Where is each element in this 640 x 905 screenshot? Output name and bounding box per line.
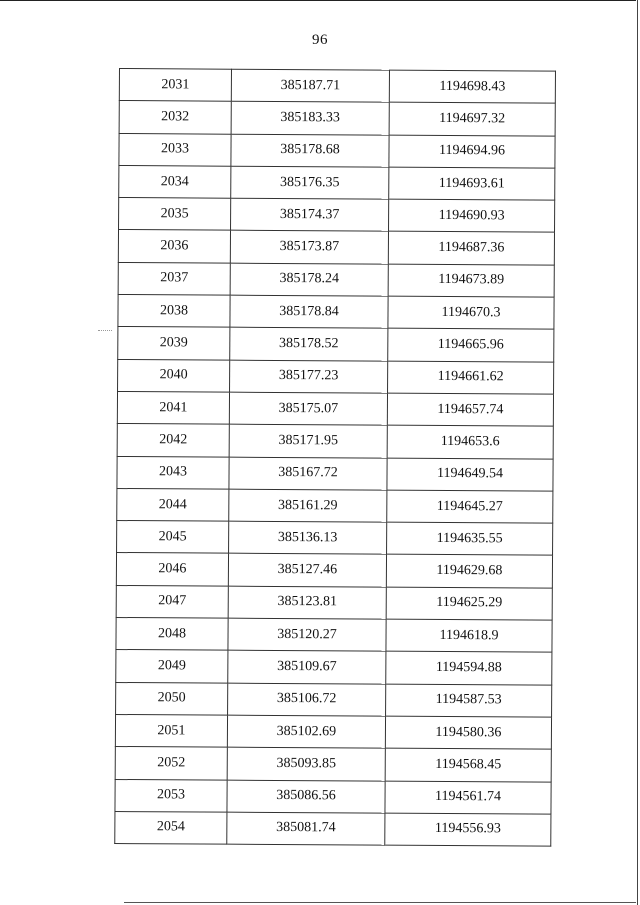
table-row: [116, 618, 552, 653]
point-id-cell: 2033: [119, 133, 231, 166]
x-coordinate-cell: 385183.33: [231, 101, 389, 134]
table-row: [118, 230, 554, 265]
point-id-cell: 2034: [119, 165, 231, 198]
point-id-cell: 2054: [115, 811, 227, 844]
x-coordinate-cell: 385178.84: [230, 295, 388, 328]
point-id-cell: 2039: [118, 327, 230, 360]
table-row: [119, 133, 555, 168]
table-row: [115, 714, 551, 749]
point-id-cell: 2053: [115, 779, 227, 812]
table-row: [119, 165, 555, 200]
table-row: [117, 521, 553, 556]
table-row: [119, 101, 555, 136]
table-row: [117, 424, 553, 459]
table-row: [118, 295, 554, 330]
point-id-cell: 2043: [117, 456, 229, 489]
table-row: [118, 327, 554, 362]
y-coordinate-cell: 1194568.45: [385, 748, 551, 781]
point-id-cell: 2046: [116, 553, 228, 586]
y-coordinate-cell: 1194561.74: [385, 781, 551, 814]
x-coordinate-cell: 385086.56: [227, 780, 385, 813]
table-row: [117, 391, 553, 426]
point-id-cell: 2049: [116, 650, 228, 683]
y-coordinate-cell: 1194629.68: [386, 555, 552, 588]
x-coordinate-cell: 385178.24: [230, 263, 388, 296]
table-row: [116, 585, 552, 620]
y-coordinate-cell: 1194687.36: [388, 232, 554, 265]
point-id-cell: 2048: [116, 618, 228, 651]
point-id-cell: 2036: [118, 230, 230, 263]
y-coordinate-cell: 1194670.3: [388, 296, 554, 329]
x-coordinate-cell: 385177.23: [230, 360, 388, 393]
x-coordinate-cell: 385081.74: [227, 812, 385, 845]
y-coordinate-cell: 1194693.61: [389, 167, 555, 200]
point-id-cell: 2051: [115, 714, 227, 747]
point-id-cell: 2032: [119, 101, 231, 134]
x-coordinate-cell: 385174.37: [231, 198, 389, 231]
table-row: [117, 488, 553, 523]
y-coordinate-cell: 1194665.96: [388, 329, 554, 362]
table-row: [115, 779, 551, 814]
coordinate-table: [114, 68, 556, 847]
x-coordinate-cell: 385093.85: [227, 747, 385, 780]
y-coordinate-cell: 1194661.62: [388, 361, 554, 394]
point-id-cell: 2040: [118, 359, 230, 392]
y-coordinate-cell: 1194657.74: [387, 393, 553, 426]
x-coordinate-cell: 385178.68: [231, 134, 389, 167]
page-top-edge: [0, 0, 636, 3]
page-right-edge: [637, 0, 638, 905]
x-coordinate-cell: 385161.29: [229, 489, 387, 522]
x-coordinate-cell: 385173.87: [230, 231, 388, 264]
y-coordinate-cell: 1194556.93: [385, 813, 551, 846]
y-coordinate-cell: 1194690.93: [389, 199, 555, 232]
page-bottom-edge: [124, 902, 636, 903]
point-id-cell: 2042: [117, 424, 229, 457]
table-row: [117, 456, 553, 491]
table-row: [119, 198, 555, 233]
table-row: [118, 359, 554, 394]
point-id-cell: 2045: [117, 521, 229, 554]
x-coordinate-cell: 385136.13: [229, 521, 387, 554]
y-coordinate-cell: 1194618.9: [386, 619, 552, 652]
y-coordinate-cell: 1194653.6: [387, 425, 553, 458]
table-row: [115, 747, 551, 782]
point-id-cell: 2041: [117, 391, 229, 424]
point-id-cell: 2052: [115, 747, 227, 780]
x-coordinate-cell: 385123.81: [228, 586, 386, 619]
margin-mark: [98, 330, 112, 331]
y-coordinate-cell: 1194694.96: [389, 135, 555, 168]
table-row: [116, 650, 552, 685]
y-coordinate-cell: 1194587.53: [386, 684, 552, 717]
x-coordinate-cell: 385176.35: [231, 166, 389, 199]
x-coordinate-cell: 385109.67: [228, 651, 386, 684]
y-coordinate-cell: 1194625.29: [386, 587, 552, 620]
x-coordinate-cell: 385102.69: [227, 715, 385, 748]
x-coordinate-cell: 385171.95: [229, 424, 387, 457]
page-number: 96: [312, 32, 328, 48]
x-coordinate-cell: 385187.71: [231, 69, 389, 102]
table-row: [119, 69, 555, 104]
y-coordinate-cell: 1194594.88: [386, 651, 552, 684]
point-id-cell: 2047: [116, 585, 228, 618]
point-id-cell: 2050: [116, 682, 228, 715]
y-coordinate-cell: 1194673.89: [388, 264, 554, 297]
y-coordinate-cell: 1194697.32: [389, 102, 555, 135]
point-id-cell: 2038: [118, 295, 230, 328]
x-coordinate-cell: 385106.72: [228, 683, 386, 716]
table-row: [116, 553, 552, 588]
x-coordinate-cell: 385175.07: [229, 392, 387, 425]
x-coordinate-cell: 385167.72: [229, 457, 387, 490]
point-id-cell: 2035: [119, 198, 231, 231]
x-coordinate-cell: 385127.46: [228, 554, 386, 587]
point-id-cell: 2031: [119, 69, 231, 102]
table-row: [118, 262, 554, 297]
table-row: [116, 682, 552, 717]
coordinate-table-body: [115, 69, 556, 847]
x-coordinate-cell: 385178.52: [230, 328, 388, 361]
x-coordinate-cell: 385120.27: [228, 618, 386, 651]
y-coordinate-cell: 1194698.43: [389, 70, 555, 103]
point-id-cell: 2037: [118, 262, 230, 295]
point-id-cell: 2044: [117, 488, 229, 521]
y-coordinate-cell: 1194635.55: [387, 522, 553, 555]
y-coordinate-cell: 1194645.27: [387, 490, 553, 523]
y-coordinate-cell: 1194580.36: [385, 716, 551, 749]
table-row: [115, 811, 551, 846]
y-coordinate-cell: 1194649.54: [387, 458, 553, 491]
